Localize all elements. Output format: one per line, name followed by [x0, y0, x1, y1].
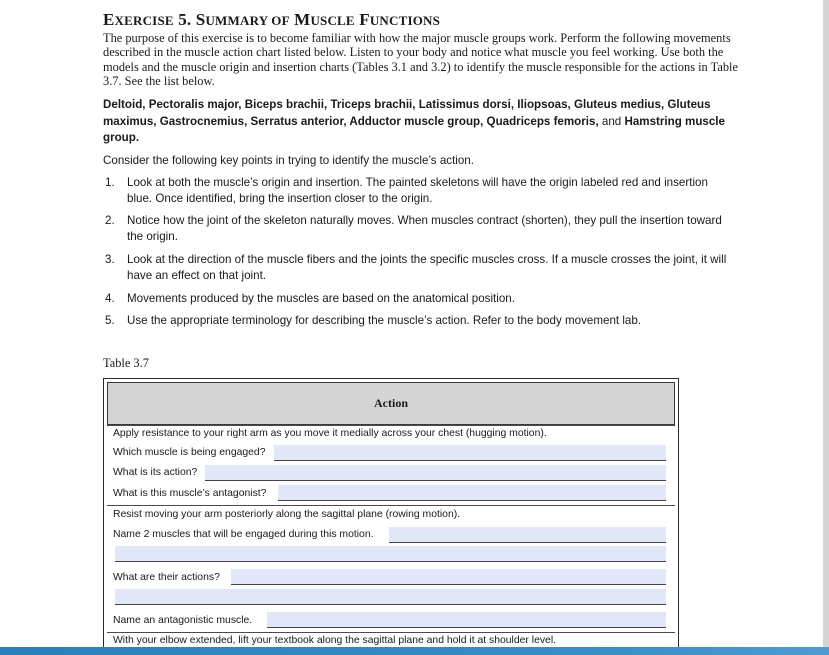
title-part: UNCTIONS [369, 13, 441, 28]
action-field[interactable] [205, 465, 666, 481]
title-part: XERCISE [114, 13, 174, 28]
page-scroll-edge [823, 0, 829, 655]
muscle-list-last: Hamstring muscle group. [103, 114, 725, 144]
field-label: What is this muscle’s antagonist? [113, 488, 267, 499]
key-point-number: 3. [105, 253, 115, 266]
actions-field-line2[interactable] [115, 589, 666, 605]
field-label: Name an antagonistic muscle. [113, 615, 253, 626]
key-point-text: Notice how the joint of the skeleton naturally moves. When muscles contract (shorten), they pull the insertion toward the origin. [127, 214, 722, 243]
exercise-intro: The purpose of this exercise is to become familiar with how the major muscle groups work. Perform the following movements described in the muscle action chart listed below. Listen to your body and notice what muscle you feel working. Use both the models and the muscle origin and insertion charts (Tables 3.1 and 3.2) to identify the muscle responsible for the actions in Table 3.7. See the list below. [103, 31, 738, 89]
muscle-list-main: Deltoid, Pectoralis major, Biceps brachii, Triceps brachii, Latissimus dorsi, Iliopsoas, Gluteus medius, Gluteus maximus, Gastrocnemius, Serratus anterior, Adductor muscle group, Quadriceps femoris, [103, 98, 711, 128]
key-point [105, 175, 730, 206]
key-point [105, 252, 730, 283]
antagonistic-muscle-field[interactable] [267, 612, 666, 628]
key-point [105, 291, 730, 307]
antagonist-field[interactable] [278, 485, 666, 501]
section-instruction: Resist moving your arm posteriorly along the sagittal plane (rowing motion). [113, 509, 461, 520]
actions-field[interactable] [231, 569, 666, 585]
action-table [103, 378, 679, 647]
key-point-text: Look at both the muscle’s origin and insertion. The painted skeletons will have the origin labeled red and insertion blue. Once identified, bring the insertion closer to the origin. [127, 176, 708, 205]
muscles-engaged-field[interactable] [389, 527, 666, 543]
consider-text: Consider the following key points in trying to identify the muscle’s action. [103, 154, 474, 167]
field-label: What is its action? [113, 467, 198, 478]
title-part: USCLE [310, 13, 355, 28]
key-point-text: Look at the direction of the muscle fibers and the joints the specific muscles cross. If a muscle crosses the joint, it will have an effect on that joint. [127, 253, 727, 282]
table-header-action: Action [107, 382, 675, 425]
table-caption: Table 3.7 [103, 356, 149, 370]
key-point-text: Use the appropriate terminology for describing the muscle’s action. Refer to the body movement lab. [127, 314, 642, 327]
title-part: UMMARY OF [205, 13, 290, 28]
title-part: E [103, 10, 115, 29]
title-part: F [354, 10, 370, 29]
key-point [105, 213, 730, 244]
section-instruction: With your elbow extended, lift your textbook along the sagittal plane and hold it at shoulder level. [113, 635, 557, 646]
field-label: What are their actions? [113, 572, 220, 583]
muscle-list-and: and [598, 114, 625, 128]
section-divider [107, 505, 675, 506]
field-label: Which muscle is being engaged? [113, 447, 266, 458]
key-point-text: Movements produced by the muscles are based on the anatomical position. [127, 292, 515, 305]
title-part: M [289, 10, 311, 29]
section-divider [107, 632, 675, 633]
key-point-number: 1. [105, 176, 115, 189]
section-divider [107, 425, 675, 426]
exercise-title [103, 10, 440, 30]
muscle-engaged-field[interactable] [274, 445, 666, 461]
muscle-list [103, 97, 743, 147]
field-label: Name 2 muscles that will be engaged during this motion. [113, 529, 374, 540]
section-instruction: Apply resistance to your right arm as you move it medially across your chest (hugging motion). [113, 428, 547, 439]
muscles-engaged-field-line2[interactable] [115, 546, 666, 562]
key-point-number: 2. [105, 214, 115, 227]
viewer-bottom-bar [0, 647, 829, 655]
key-point [105, 313, 730, 329]
key-point-number: 4. [105, 292, 115, 305]
title-part: 5. S [173, 10, 206, 29]
key-point-number: 5. [105, 314, 115, 327]
